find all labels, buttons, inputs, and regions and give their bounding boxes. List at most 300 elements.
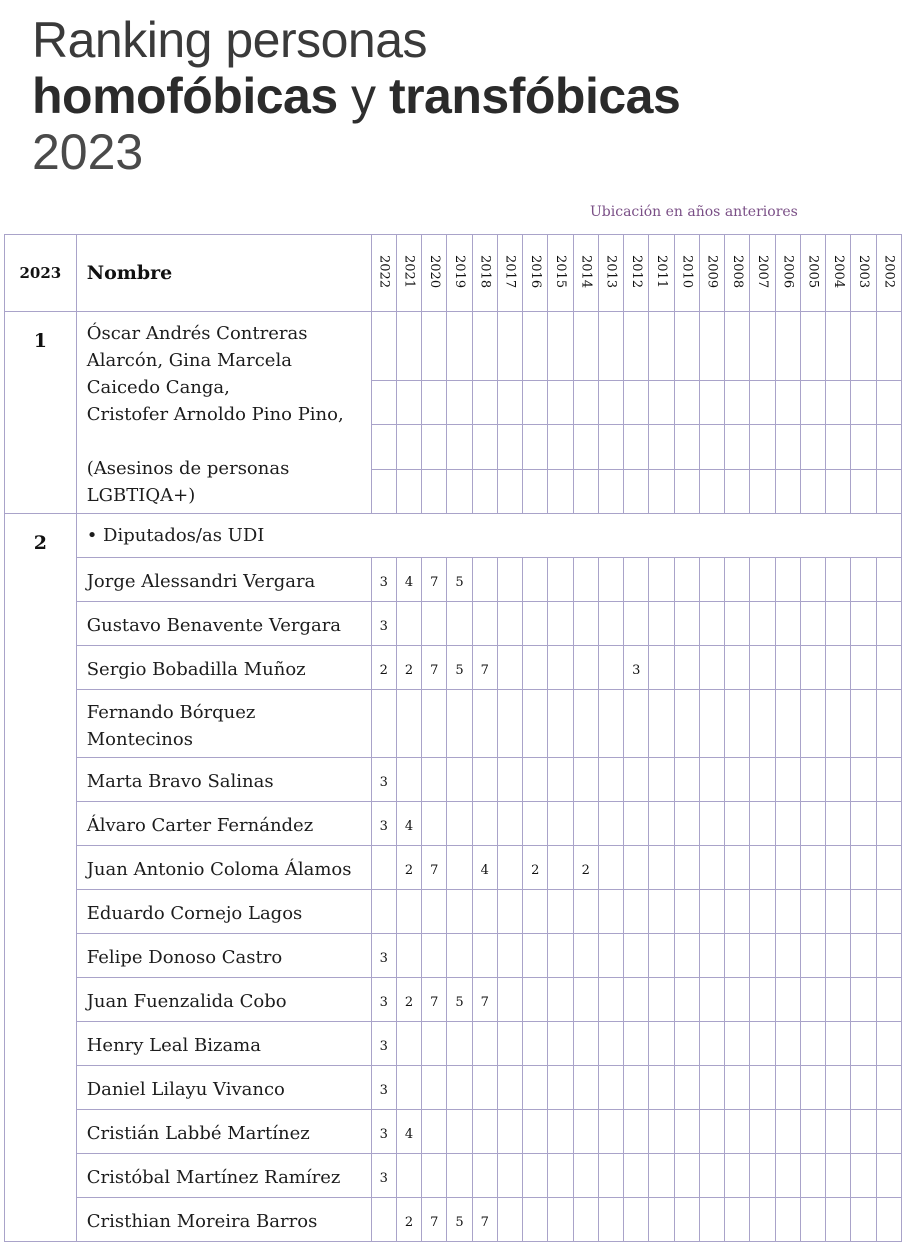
year-cell (876, 1022, 901, 1066)
year-cell (396, 690, 421, 758)
year-cell (750, 978, 775, 1022)
year-cell (800, 1198, 825, 1242)
year-cell: 3 (371, 1154, 396, 1198)
year-column-header (649, 235, 674, 312)
year-cell (674, 602, 699, 646)
year-cell (826, 934, 851, 978)
year-cell (422, 312, 447, 381)
year-cell (750, 1066, 775, 1110)
year-cell (775, 890, 800, 934)
year-label: 2012 (628, 255, 644, 289)
year-column-header (472, 235, 497, 312)
year-cell (371, 1198, 396, 1242)
year-column-header (826, 235, 851, 312)
year-cell (497, 646, 522, 690)
year-cell (624, 846, 649, 890)
year-cell (548, 802, 573, 846)
year-label: 2015 (553, 255, 569, 289)
year-cell: 3 (371, 758, 396, 802)
year-cell (851, 558, 876, 602)
year-cell (674, 1066, 699, 1110)
rank-number: 2 (5, 514, 77, 1242)
previous-years-heading: Ubicación en años anteriores (590, 204, 798, 220)
name-column-header: Nombre (76, 235, 371, 312)
year-cell (750, 758, 775, 802)
year-cell (699, 312, 724, 381)
title-conjunction: y (351, 68, 376, 124)
year-cell (548, 558, 573, 602)
year-cell (800, 646, 825, 690)
year-column-header (725, 235, 750, 312)
year-cell (523, 425, 548, 469)
table-row (5, 978, 902, 1022)
year-cell (523, 690, 548, 758)
year-cell (876, 558, 901, 602)
year-cell (523, 646, 548, 690)
year-cell (447, 758, 472, 802)
year-cell (775, 978, 800, 1022)
year-label: 2018 (477, 255, 493, 289)
year-cell (851, 1022, 876, 1066)
year-cell (472, 934, 497, 978)
year-cell (523, 758, 548, 802)
year-cell (826, 890, 851, 934)
year-cell: 4 (396, 1110, 421, 1154)
year-cell (699, 690, 724, 758)
year-cell (422, 1154, 447, 1198)
year-column-header (876, 235, 901, 312)
year-cell (775, 1066, 800, 1110)
year-cell (573, 380, 598, 424)
year-cell (851, 469, 876, 513)
year-cell (674, 802, 699, 846)
year-cell (598, 802, 623, 846)
year-cell (674, 690, 699, 758)
year-cell (800, 690, 825, 758)
year-cell (497, 602, 522, 646)
year-cell (523, 1022, 548, 1066)
year-cell (396, 425, 421, 469)
year-cell (851, 846, 876, 890)
year-cell (750, 1022, 775, 1066)
year-cell (851, 312, 876, 381)
year-cell (624, 380, 649, 424)
person-name: Cristóbal Martínez Ramírez (76, 1154, 371, 1198)
year-cell (649, 978, 674, 1022)
year-cell (422, 602, 447, 646)
year-cell: 3 (371, 1110, 396, 1154)
year-cell (674, 646, 699, 690)
title-year: 2023 (32, 124, 144, 180)
year-cell (548, 602, 573, 646)
year-cell (775, 380, 800, 424)
year-cell (447, 690, 472, 758)
table-row (5, 1110, 902, 1154)
year-column-header (497, 235, 522, 312)
year-cell (649, 646, 674, 690)
year-cell (396, 758, 421, 802)
year-cell (725, 558, 750, 602)
ranking-body (5, 312, 902, 1242)
name-line: Caicedo Canga, (86, 377, 230, 398)
year-column-header (699, 235, 724, 312)
year-cell (674, 846, 699, 890)
year-cell (422, 380, 447, 424)
person-name: Sergio Bobadilla Muñoz (76, 646, 371, 690)
table-row (5, 646, 902, 690)
year-cell (497, 558, 522, 602)
year-cell (396, 934, 421, 978)
year-cell (573, 469, 598, 513)
year-column-header (447, 235, 472, 312)
year-cell (800, 558, 825, 602)
year-cell (725, 1066, 750, 1110)
year-cell (800, 890, 825, 934)
year-cell (699, 558, 724, 602)
year-cell (624, 1154, 649, 1198)
person-name: Juan Fuenzalida Cobo (76, 978, 371, 1022)
year-cell (876, 846, 901, 890)
year-cell (447, 469, 472, 513)
year-cell (699, 890, 724, 934)
year-cell (800, 312, 825, 381)
year-cell (497, 978, 522, 1022)
year-cell (775, 934, 800, 978)
year-cell (573, 1154, 598, 1198)
year-cell (750, 1110, 775, 1154)
year-cell: 2 (396, 846, 421, 890)
year-cell (472, 690, 497, 758)
year-cell (497, 802, 522, 846)
year-cell (371, 469, 396, 513)
year-cell (725, 1022, 750, 1066)
person-name: Eduardo Cornejo Lagos (76, 890, 371, 934)
year-cell (699, 758, 724, 802)
year-cell (674, 312, 699, 381)
year-cell (371, 380, 396, 424)
year-cell (699, 425, 724, 469)
year-cell (472, 890, 497, 934)
year-cell (624, 978, 649, 1022)
year-cell (750, 558, 775, 602)
table-row (5, 1022, 902, 1066)
year-cell (548, 978, 573, 1022)
year-cell (472, 469, 497, 513)
year-cell (548, 1110, 573, 1154)
year-cell (851, 380, 876, 424)
year-cell (826, 602, 851, 646)
year-cell (548, 425, 573, 469)
year-cell (371, 890, 396, 934)
year-cell (624, 802, 649, 846)
year-cell (624, 758, 649, 802)
year-cell (472, 312, 497, 381)
year-cell (775, 846, 800, 890)
year-cell (523, 890, 548, 934)
year-cell (725, 1198, 750, 1242)
year-cell (876, 1198, 901, 1242)
year-cell (725, 1110, 750, 1154)
year-cell (725, 934, 750, 978)
year-cell (649, 758, 674, 802)
year-cell (674, 890, 699, 934)
year-cell (548, 1066, 573, 1110)
year-label: 2022 (376, 255, 392, 289)
table-row (5, 1154, 902, 1198)
year-cell (725, 312, 750, 381)
year-cell (725, 890, 750, 934)
year-cell (624, 1198, 649, 1242)
year-cell (699, 380, 724, 424)
ranking-table (4, 234, 902, 1242)
year-cell (851, 690, 876, 758)
rank-column-header: 2023 (5, 235, 77, 312)
year-cell (422, 469, 447, 513)
year-label: 2007 (755, 255, 771, 289)
year-cell: 3 (371, 802, 396, 846)
year-label: 2009 (704, 255, 720, 289)
year-cell (497, 425, 522, 469)
year-cell (472, 558, 497, 602)
year-label: 2010 (679, 255, 695, 289)
title-line-1: Ranking personas (32, 12, 428, 68)
year-cell (472, 425, 497, 469)
year-column-header (674, 235, 699, 312)
year-cell (725, 758, 750, 802)
year-cell (422, 802, 447, 846)
year-cell: 2 (573, 846, 598, 890)
year-cell (674, 934, 699, 978)
year-cell (447, 1066, 472, 1110)
year-cell (750, 312, 775, 381)
year-cell: 2 (396, 646, 421, 690)
year-cell (826, 1110, 851, 1154)
year-cell (750, 690, 775, 758)
year-cell (876, 934, 901, 978)
year-cell (573, 758, 598, 802)
year-cell (598, 846, 623, 890)
year-label: 2011 (654, 255, 670, 289)
year-cell (699, 1198, 724, 1242)
year-cell (800, 978, 825, 1022)
year-cell (548, 890, 573, 934)
year-cell (775, 646, 800, 690)
year-cell (472, 602, 497, 646)
year-cell: 3 (624, 646, 649, 690)
year-cell (497, 758, 522, 802)
year-cell (624, 1066, 649, 1110)
year-label: 2003 (856, 255, 872, 289)
year-cell (598, 690, 623, 758)
year-cell (649, 1198, 674, 1242)
year-cell (396, 1066, 421, 1110)
year-column-header (548, 235, 573, 312)
year-cell (800, 1154, 825, 1198)
year-cell (573, 1022, 598, 1066)
year-cell (598, 1022, 623, 1066)
year-column-header (624, 235, 649, 312)
year-cell (826, 758, 851, 802)
year-cell (876, 890, 901, 934)
year-cell (775, 558, 800, 602)
year-cell (800, 469, 825, 513)
year-label: 2004 (830, 255, 846, 289)
year-cell (598, 312, 623, 381)
year-cell (548, 312, 573, 381)
year-cell (598, 934, 623, 978)
year-cell (750, 1198, 775, 1242)
year-cell (725, 846, 750, 890)
year-cell (422, 1066, 447, 1110)
year-cell (497, 1022, 522, 1066)
year-cell (674, 558, 699, 602)
year-cell (725, 425, 750, 469)
table-row (5, 1198, 902, 1242)
year-cell (725, 646, 750, 690)
year-cell (649, 1066, 674, 1110)
year-cell (447, 602, 472, 646)
year-cell (523, 1066, 548, 1110)
year-cell (548, 934, 573, 978)
year-cell (826, 1022, 851, 1066)
year-cell (396, 1022, 421, 1066)
year-cell (472, 1110, 497, 1154)
year-cell (598, 978, 623, 1022)
year-cell (649, 312, 674, 381)
year-cell (649, 846, 674, 890)
year-cell (826, 1066, 851, 1110)
year-cell (800, 1066, 825, 1110)
person-name: Marta Bravo Salinas (76, 758, 371, 802)
year-cell (447, 802, 472, 846)
year-cell (548, 758, 573, 802)
year-cell (649, 690, 674, 758)
year-cell (876, 469, 901, 513)
year-cell: 3 (371, 978, 396, 1022)
year-cell (523, 802, 548, 846)
year-cell (826, 978, 851, 1022)
year-cell (523, 312, 548, 381)
year-cell (598, 758, 623, 802)
year-column-header (775, 235, 800, 312)
name-line: Óscar Andrés Contreras (86, 323, 308, 344)
year-cell (447, 380, 472, 424)
year-cell (624, 1022, 649, 1066)
year-cell (497, 934, 522, 978)
year-cell (876, 646, 901, 690)
year-cell (674, 1110, 699, 1154)
year-column-header (422, 235, 447, 312)
year-cell (396, 602, 421, 646)
year-cell (598, 890, 623, 934)
year-cell (598, 1154, 623, 1198)
table-row (5, 1066, 902, 1110)
year-cell (447, 425, 472, 469)
group-label: • Diputados/as UDI (76, 514, 901, 558)
year-cell (523, 1198, 548, 1242)
year-cell (649, 425, 674, 469)
year-cell (775, 469, 800, 513)
title-homofobicas: homofóbicas (32, 68, 338, 124)
year-cell (447, 1022, 472, 1066)
year-cell (649, 602, 674, 646)
year-label: 2016 (527, 255, 543, 289)
year-column-header (396, 235, 421, 312)
year-cell (497, 890, 522, 934)
year-cell: 7 (422, 558, 447, 602)
year-cell (876, 802, 901, 846)
year-cell (573, 802, 598, 846)
year-cell (497, 1154, 522, 1198)
year-cell (674, 469, 699, 513)
year-cell (548, 1022, 573, 1066)
year-cell (800, 1110, 825, 1154)
year-cell (876, 602, 901, 646)
year-cell (674, 425, 699, 469)
year-column-header (598, 235, 623, 312)
year-cell (775, 312, 800, 381)
year-cell (422, 934, 447, 978)
year-cell (573, 646, 598, 690)
year-cell (775, 1198, 800, 1242)
year-cell (800, 602, 825, 646)
year-cell (699, 1066, 724, 1110)
year-cell (699, 846, 724, 890)
year-cell (750, 469, 775, 513)
year-cell (598, 1198, 623, 1242)
year-cell: 7 (422, 978, 447, 1022)
year-cell (396, 469, 421, 513)
year-cell (699, 978, 724, 1022)
year-cell (674, 978, 699, 1022)
table-row (5, 690, 902, 758)
year-cell (371, 425, 396, 469)
year-cell: 3 (371, 1022, 396, 1066)
year-cell (725, 978, 750, 1022)
name-line: LGBTIQA+) (86, 485, 196, 506)
year-cell (826, 380, 851, 424)
year-label: 2021 (401, 255, 417, 289)
year-cell (876, 312, 901, 381)
year-cell (674, 380, 699, 424)
year-cell (548, 1198, 573, 1242)
year-cell (851, 1110, 876, 1154)
year-cell (851, 802, 876, 846)
title-transfobicas: transfóbicas (388, 68, 681, 124)
table-row (5, 890, 902, 934)
year-cell (523, 1110, 548, 1154)
year-cell (851, 934, 876, 978)
year-cell (775, 802, 800, 846)
person-name: Juan Antonio Coloma Álamos (76, 846, 371, 890)
year-cell (775, 690, 800, 758)
year-cell (876, 978, 901, 1022)
year-cell (674, 1154, 699, 1198)
year-cell (775, 1110, 800, 1154)
year-cell (422, 690, 447, 758)
table-row (5, 602, 902, 646)
year-cell (523, 934, 548, 978)
year-cell (876, 425, 901, 469)
year-cell (674, 758, 699, 802)
year-cell (497, 312, 522, 381)
year-cell (598, 1066, 623, 1110)
year-cell (699, 646, 724, 690)
year-cell (523, 469, 548, 513)
year-label: 2005 (805, 255, 821, 289)
year-column-header (750, 235, 775, 312)
year-cell: 4 (396, 558, 421, 602)
